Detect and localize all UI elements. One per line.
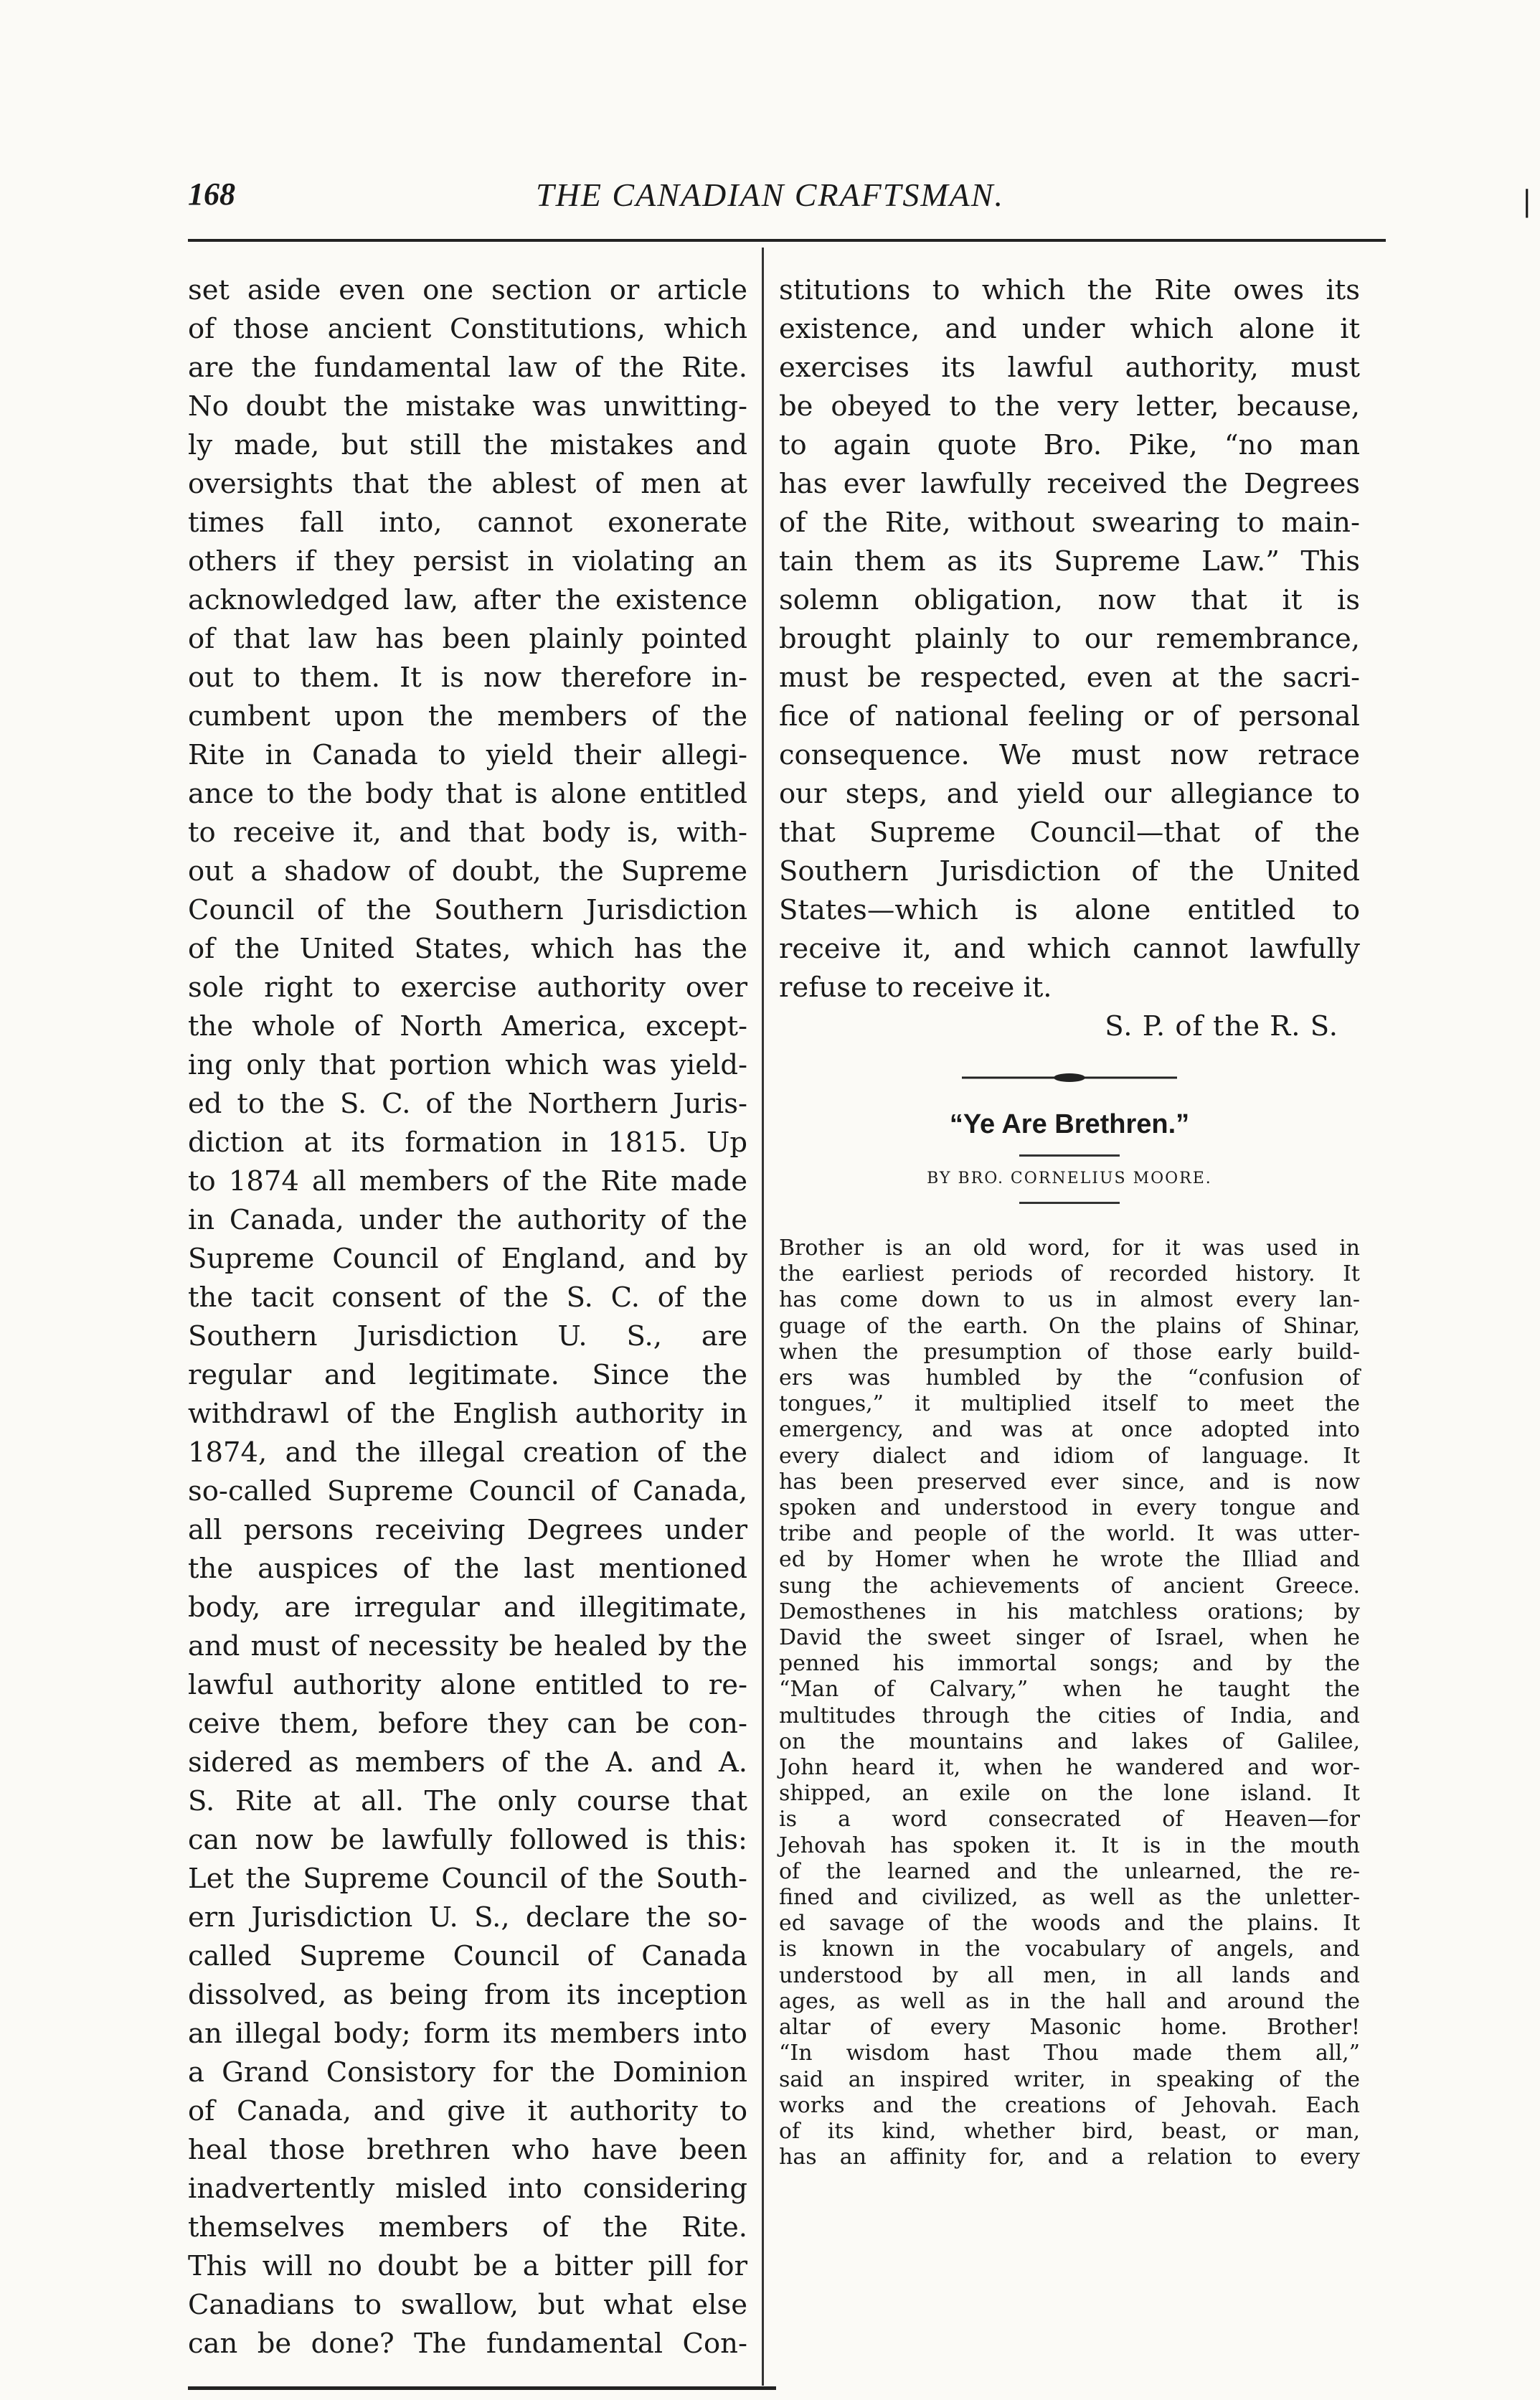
text-line: tribe and people of the world. It was utter- <box>779 1521 1360 1547</box>
text-line: ing only that portion which was yield- <box>188 1049 747 1081</box>
running-title: THE CANADIAN CRAFTSMAN. <box>536 177 1004 213</box>
article-title: “Ye Are Brethren.” <box>949 1109 1190 1139</box>
text-line: sidered as members of the A. and A. <box>188 1746 747 1779</box>
text-line: altar of every Masonic home. Brother! <box>779 2015 1360 2041</box>
text-line: ed savage of the woods and the plains. It <box>779 1911 1360 1937</box>
text-line: ern Jurisdiction U. S., declare the so- <box>188 1901 747 1934</box>
text-line: withdrawl of the English authority in <box>188 1398 747 1430</box>
text-line: understood by all men, in all lands and <box>779 1962 1360 1988</box>
text-line: multitudes through the cities of India, and <box>779 1703 1360 1728</box>
text-line: all persons receiving Degrees under <box>188 1514 747 1546</box>
text-line: an illegal body; form its members into <box>188 2018 747 2050</box>
text-line: receive it, and which cannot lawfully <box>779 933 1360 965</box>
text-line: is a word consecrated of Heaven—for <box>779 1807 1360 1832</box>
text-line: said an inspired writer, in speaking of the <box>779 2066 1360 2092</box>
text-line: Supreme Council of England, and by <box>188 1243 747 1275</box>
text-line: Rite in Canada to yield their allegi- <box>188 739 747 771</box>
text-line: Southern Jurisdiction of the United <box>779 855 1360 888</box>
text-line: existence, and under which alone it <box>779 313 1360 345</box>
text-line: S. Rite at all. The only course that <box>188 1785 747 1817</box>
left-column <box>188 271 747 2363</box>
text-line: on the mountains and lakes of Galilee, <box>779 1728 1360 1754</box>
text-line: Let the Supreme Council of the South- <box>188 1863 747 1895</box>
text-line: diction at its formation in 1815. Up <box>188 1126 747 1159</box>
text-line: of the United States, which has the <box>188 933 747 965</box>
text-line: guage of the earth. On the plains of Shinar, <box>779 1313 1360 1339</box>
title-rule <box>1019 1154 1120 1157</box>
right-column <box>779 271 1360 2170</box>
text-line: of its kind, whether bird, beast, or man, <box>779 2118 1360 2144</box>
text-line: Demosthenes in his matchless orations; by <box>779 1599 1360 1624</box>
text-line: tongues,” it multiplied itself to meet the <box>779 1391 1360 1417</box>
text-line: David the sweet singer of Israel, when he <box>779 1625 1360 1651</box>
text-line: ceive them, before they can be con- <box>188 1708 747 1740</box>
text-line: of those ancient Constitutions, which <box>188 313 747 345</box>
page-number: 168 <box>188 177 235 212</box>
text-line: out to them. It is now therefore in- <box>188 662 747 694</box>
text-line: can be done? The fundamental Con- <box>188 2328 747 2360</box>
signature: S. P. of the R. S. <box>1105 1010 1338 1043</box>
text-line: Jehovah has spoken it. It is in the mouth <box>779 1832 1360 1858</box>
column-divider <box>762 248 764 2386</box>
text-line: Southern Jurisdiction U. S., are <box>188 1320 747 1352</box>
bottom-rule <box>188 2386 776 2390</box>
text-line: refuse to receive it. <box>779 971 1052 1004</box>
text-line: ance to the body that is alone entitled <box>188 778 747 810</box>
text-line: has been preserved ever since, and is now <box>779 1469 1360 1495</box>
text-line: of the Rite, without swearing to main- <box>779 507 1360 539</box>
text-line: set aside even one section or article <box>188 274 747 306</box>
text-line: of Canada, and give it authority to <box>188 2095 747 2127</box>
text-line: No doubt the mistake was unwitting- <box>188 390 747 423</box>
text-line: is known in the vocabulary of angels, and <box>779 1937 1360 1962</box>
text-line: solemn obligation, now that it is <box>779 584 1360 616</box>
right-column-text <box>779 271 1360 1007</box>
text-line: so-called Supreme Council of Canada, <box>188 1475 747 1507</box>
text-line: our steps, and yield our allegiance to <box>779 778 1360 810</box>
text-line: called Supreme Council of Canada <box>188 1940 747 1972</box>
text-line: brought plainly to our remembrance, <box>779 623 1360 655</box>
text-line: Brother is an old word, for it was used in <box>779 1236 1360 1261</box>
text-line: themselves members of the Rite. <box>188 2211 747 2244</box>
text-line: others if they persist in violating an <box>188 545 747 578</box>
text-line: the whole of North America, except- <box>188 1010 747 1043</box>
text-line: can now be lawfully followed is this: <box>188 1824 747 1856</box>
text-line: penned his immortal songs; and by the <box>779 1651 1360 1677</box>
text-line: cumbent upon the members of the <box>188 700 747 733</box>
text-line: 1874, and the illegal creation of the <box>188 1436 747 1469</box>
text-line: This will no doubt be a bitter pill for <box>188 2250 747 2282</box>
text-line: times fall into, cannot exonerate <box>188 507 747 539</box>
text-line: exercises its lawful authority, must <box>779 352 1360 384</box>
text-line: of that law has been plainly pointed <box>188 623 747 655</box>
text-line: inadvertently misled into considering <box>188 2173 747 2205</box>
text-line: has an affinity for, and a relation to every <box>779 2145 1360 2170</box>
text-line: when the presumption of those early build- <box>779 1339 1360 1365</box>
text-line: sole right to exercise authority over <box>188 971 747 1004</box>
text-line: out a shadow of doubt, the Supreme <box>188 855 747 888</box>
text-line: the auspices of the last mentioned <box>188 1553 747 1585</box>
text-line: works and the creations of Jehovah. Each <box>779 2092 1360 2118</box>
text-line: stitutions to which the Rite owes its <box>779 274 1360 306</box>
text-line: sung the achievements of ancient Greece. <box>779 1573 1360 1599</box>
text-line: every dialect and idiom of language. It <box>779 1443 1360 1469</box>
header-rule <box>188 239 1386 242</box>
text-line: Council of the Southern Jurisdiction <box>188 894 747 926</box>
article-byline: BY BRO. CORNELIUS MOORE. <box>927 1170 1212 1187</box>
text-line: a Grand Consistory for the Dominion <box>188 2056 747 2089</box>
text-line: to 1874 all members of the Rite made <box>188 1165 747 1197</box>
ornament-divider-icon <box>962 1072 1177 1083</box>
text-line: “Man of Calvary,” when he taught the <box>779 1677 1360 1703</box>
text-line: “In wisdom hast Thou made them all,” <box>779 2041 1360 2066</box>
text-line: Canadians to swallow, but what else <box>188 2289 747 2321</box>
text-line: consequence. We must now retrace <box>779 739 1360 771</box>
text-line: and must of necessity be healed by the <box>188 1630 747 1662</box>
text-line: the earliest periods of recorded history. It <box>779 1261 1360 1287</box>
article-body <box>779 1236 1360 2170</box>
text-line: fice of national feeling or of personal <box>779 700 1360 733</box>
text-line: the tacit consent of the S. C. of the <box>188 1281 747 1314</box>
text-line: that Supreme Council—that of the <box>779 817 1360 849</box>
byline-rule <box>1019 1202 1120 1204</box>
text-line: ed to the S. C. of the Northern Juris- <box>188 1088 747 1120</box>
text-line: heal those brethren who have been <box>188 2134 747 2166</box>
text-line: acknowledged law, after the existence <box>188 584 747 616</box>
text-line: must be respected, even at the sacri- <box>779 662 1360 694</box>
text-line: shipped, an exile on the lone island. It <box>779 1781 1360 1807</box>
text-line: emergency, and was at once adopted into <box>779 1417 1360 1443</box>
text-line: body, are irregular and illegitimate, <box>188 1591 747 1624</box>
text-line: has ever lawfully received the Degrees <box>779 468 1360 500</box>
text-line: be obeyed to the very letter, because, <box>779 390 1360 423</box>
text-line: lawful authority alone entitled to re- <box>188 1669 747 1701</box>
text-line: ers was humbled by the “confusion of <box>779 1365 1360 1391</box>
text-line: to again quote Bro. Pike, “no man <box>779 429 1360 461</box>
text-line: regular and legitimate. Since the <box>188 1359 747 1391</box>
text-line: ed by Homer when he wrote the Illiad and <box>779 1547 1360 1573</box>
edge-mark: | <box>1522 185 1532 218</box>
text-line: of the learned and the unlearned, the re- <box>779 1858 1360 1884</box>
text-line: to receive it, and that body is, with- <box>188 817 747 849</box>
text-line: oversights that the ablest of men at <box>188 468 747 500</box>
text-line: tain them as its Supreme Law.” This <box>779 545 1360 578</box>
text-line: ages, as well as in the hall and around the <box>779 1988 1360 2014</box>
left-column-text <box>188 271 747 2363</box>
text-line: John heard it, when he wandered and wor- <box>779 1755 1360 1781</box>
text-line: States—which is alone entitled to <box>779 894 1360 926</box>
text-line: spoken and understood in every tongue and <box>779 1495 1360 1521</box>
text-line: ly made, but still the mistakes and <box>188 429 747 461</box>
text-line: are the fundamental law of the Rite. <box>188 352 747 384</box>
text-line: dissolved, as being from its inception <box>188 1979 747 2011</box>
text-line: has come down to us in almost every lan- <box>779 1287 1360 1313</box>
text-line: in Canada, under the authority of the <box>188 1204 747 1236</box>
text-line: fined and civilized, as well as the unletter- <box>779 1885 1360 1911</box>
